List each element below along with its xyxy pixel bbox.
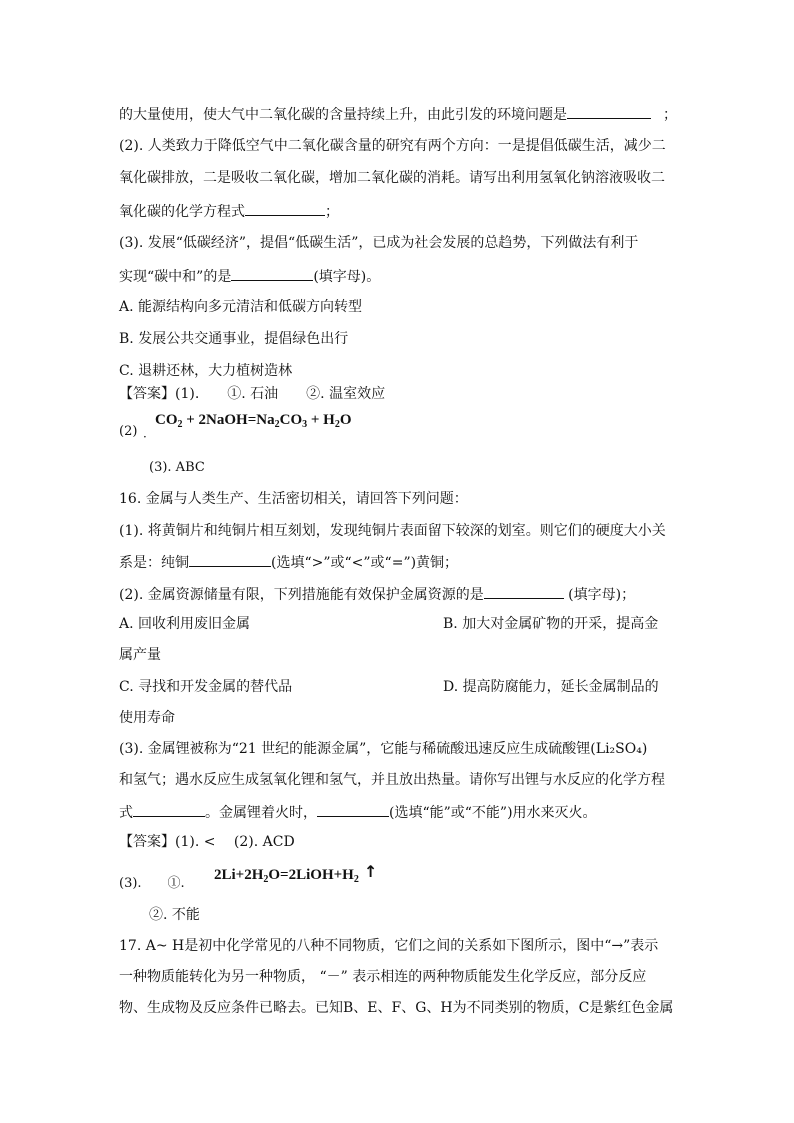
answer-16-line-3: ②. 不能 (149, 907, 200, 923)
answer-2-label: (2) (119, 424, 138, 439)
answer-blank (231, 266, 313, 281)
gas-arrow-icon: ↑ (364, 862, 378, 881)
q16-line-4: (3). 金属锂被称为“21 世纪的能源金属”，它能与稀硫酸迅速反应生成硫酸锂(Li₂SO₄) (119, 741, 648, 757)
question-16: 16. 金属与人类生产、生活密切相关，请回答下列问题： (119, 491, 468, 507)
answer-16-line-1: 【答案】(1). < (2). ACD (119, 834, 295, 850)
answer-16-line-2: (3). ①. (119, 876, 185, 891)
option-c: C. 退耕还林，大力植树造林 (119, 363, 293, 379)
answer-blank (133, 802, 205, 817)
q16-line-5: 和氢气；遇水反应生成氢氧化锂和氢气，并且放出热量。请你写出锂与水反应的化学方程 (119, 772, 665, 788)
q16-option-b-cont: 属产量 (119, 647, 161, 663)
text-line-1: 的大量使用，使大气中二氧化碳的含量持续上升，由此引发的环境问题是 ； (119, 104, 677, 124)
option-b: B. 发展公共交通事业，提倡绿色出行 (119, 331, 349, 347)
q16-line-2: 系是：纯铜 (选填“>”或“<”或“=”)黄铜； (119, 552, 458, 572)
q16-option-d: D. 提高防腐能力，延长金属制品的 (443, 679, 659, 695)
text-line-4: 氧化碳的化学方程式 ； (119, 201, 339, 221)
q16-line-3: (2). 金属资源储量有限，下列措施能有效保护金属资源的是 (填字母)； (119, 584, 635, 604)
q16-option-a: A. 回收利用废旧金属 (119, 616, 251, 632)
answer-blank (484, 584, 564, 599)
q16-line-6: 式 。金属锂着火时， (选填“能”或“不能”)用水来灭火。 (119, 802, 597, 822)
answer-blank (567, 104, 651, 119)
q16-option-c: C. 寻找和开发金属的替代品 (119, 679, 293, 695)
q16-option-b: B. 加大对金属矿物的开采，提高金 (443, 616, 659, 632)
answer-blank (317, 802, 389, 817)
q16-line-1: (1). 将黄铜片和纯铜片相互刻划，发现纯铜片表面留下较深的划室。则它们的硬度大小关 (119, 523, 666, 539)
answer-blank (189, 552, 271, 567)
question-17-line-1: 17. A~ H是初中化学常见的八种不同物质，它们之间的关系如下图所示，图中“→”表示 (119, 938, 659, 954)
text-line-2: (2). 人类致力于降低空气中二氧化碳含量的研究有两个方向：一是提倡低碳生活，减少二 (119, 138, 666, 154)
question-17-line-3: 物、生成物及反应条件已略去。已知B、E、F、G、H为不同类别的物质，C是紫红色金属 (119, 1000, 674, 1016)
text-line-3: 氧化碳排放，二是吸收二氧化碳，增加二氧化碳的消耗。请写出利用氢氧化钠溶液吸收二 (119, 170, 665, 186)
text-line-5: (3). 发展“低碳经济”，提倡“低碳生活”，已成为社会发展的总趋势，下列做法有利于 (119, 235, 639, 251)
question-17-line-2: 一种物质能转化为另一种物质， “－” 表示相连的两种物质能发生化学反应，部分反应 (119, 969, 647, 985)
answer-line-1: 【答案】(1). ①. 石油 ②. 温室效应 (119, 386, 386, 402)
answer-3: (3). ABC (149, 460, 205, 475)
dot-mark: · (143, 430, 147, 444)
option-a: A. 能源结构向多元清洁和低碳方向转型 (119, 299, 363, 315)
q16-option-d-cont: 使用寿命 (119, 710, 175, 726)
equation-co2-naoh: $CO_2$ + $2NaOH=Na_2CO_3 + H_2O$ (155, 412, 352, 430)
text-line-6: 实现“碳中和”的是 (填字母)。 (119, 266, 380, 286)
equation-li-water: $2Li+2H_2O=2LiOH+H_2$ (214, 867, 359, 885)
answer-blank (245, 201, 325, 216)
